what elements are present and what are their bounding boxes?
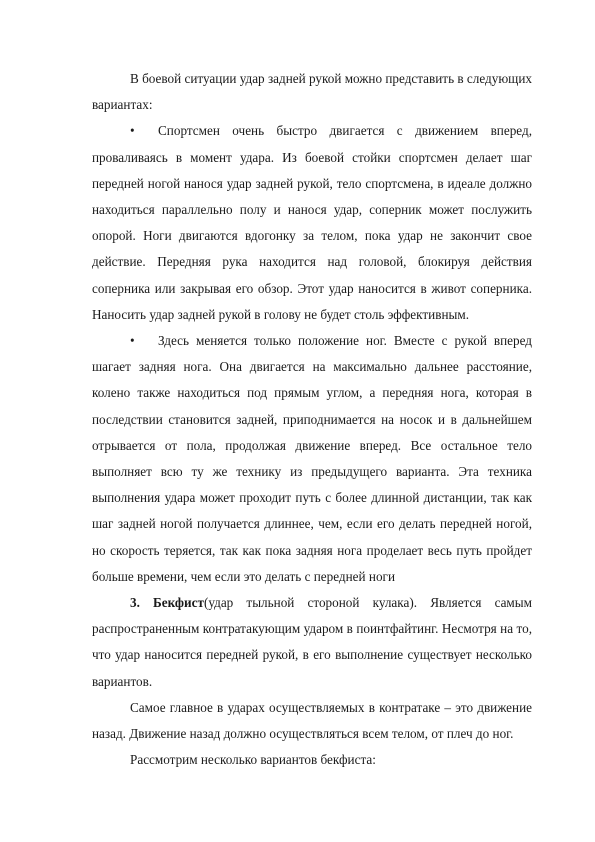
backfist-heading: 3. Бекфист bbox=[130, 595, 204, 611]
variants-paragraph: Рассмотрим несколько вариантов бекфиста: bbox=[130, 752, 376, 768]
bullet-marker: • bbox=[130, 123, 135, 139]
document-body bbox=[92, 66, 532, 773]
bullet-paragraph-2 bbox=[92, 328, 532, 590]
bullet-text-1: Спортсмен очень быстро двигается с движением вперед, проваливаясь в момент удара. Из боевой стойки спортсмен делает шаг передней ногой нанося удар задней рукой, тело спортсмена, в идеале должно находиться параллельно полу и нанося удар, соперник может послужить опорой. Ноги двигаются вдогонку за телом, пока удар не закончит свое действие. Передняя рука находится над головой, блокируя действия соперника или закрывая его обзор. Этот удар наносится в живот соперника. Наносить удар задней рукой в голову не будет столь эффективным. bbox=[92, 123, 532, 322]
backfist-text: (удар тыльной стороной кулака). Является самым распространенным контратакующим ударом в поинтфайтинг. Несмотря на то, что удар наносится передней рукой, в его выполнение существует несколько вариантов. bbox=[92, 595, 532, 689]
bullet-paragraph-1 bbox=[92, 118, 532, 328]
counterattack-paragraph: Самое главное в ударах осуществляемых в контратаке – это движение назад. Движение назад должно осуществляться всем телом, от плеч до ног. bbox=[92, 699, 532, 742]
backfist-paragraph bbox=[92, 590, 532, 695]
bullet-marker: • bbox=[130, 333, 135, 349]
bullet-text-2: Здесь меняется только положение ног. Вместе с рукой вперед шагает задняя нога. Она двигается на максимально дальнее расстояние, колено также находиться под прямым углом, а передняя нога, которая в последствии становится задней, приподнимается на носок и в дальнейшем отрывается от пола, продолжая движение вперед. Все остальное тело выполняет всю ту же технику из предыдущего варианта. Эта техника выполнения удара может проходит путь с более длинной дистанции, так как шаг задней ногой получается длиннее, чем, если его делать передней ногой, но скорость теряется, так как пока задняя нога проделает весь путь пройдет больше времени, чем если это делать с передней ноги bbox=[92, 333, 532, 584]
intro-paragraph: В боевой ситуации удар задней рукой можно представить в следующих вариантах: bbox=[92, 71, 532, 113]
